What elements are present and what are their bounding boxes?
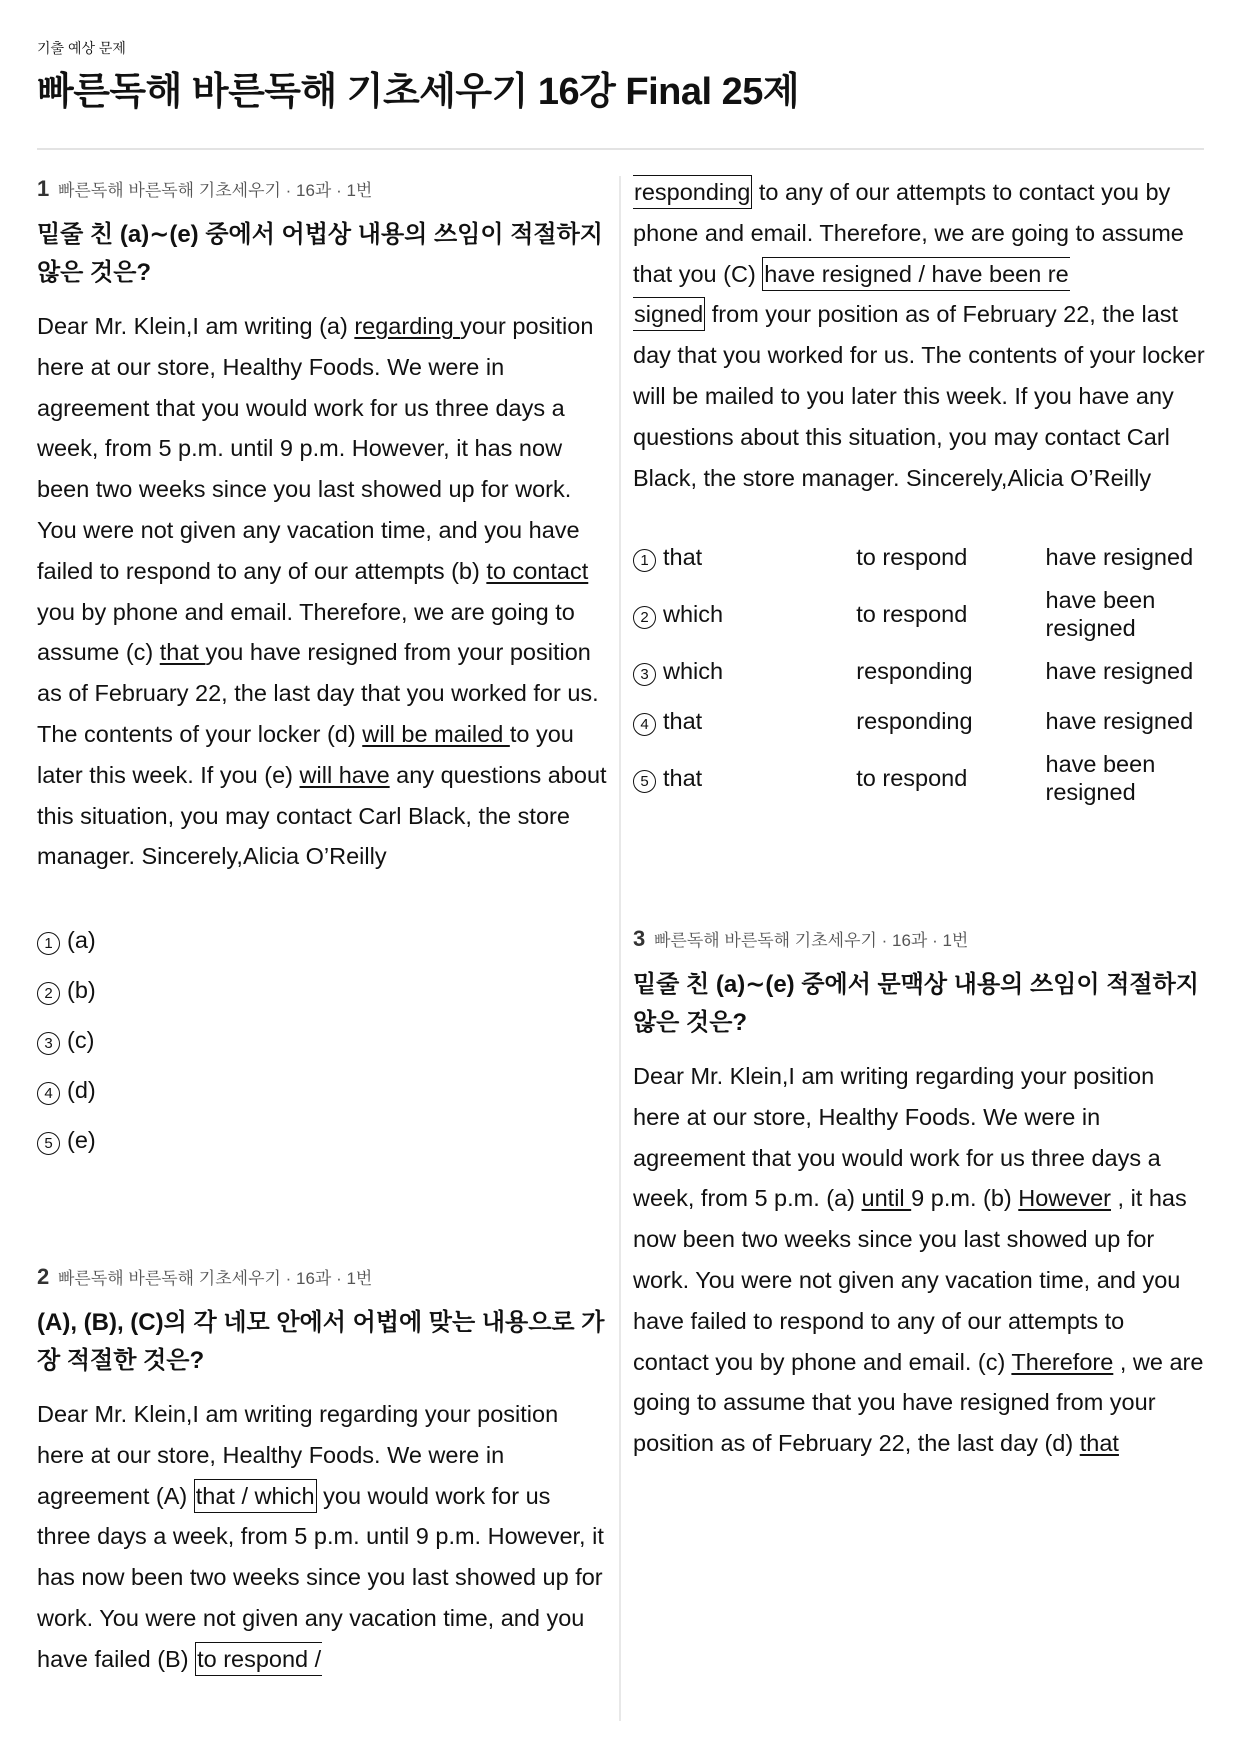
question-source: 빠른독해 바른독해 기초세우기 · 16과 · 1번 (57, 1269, 373, 1288)
question-1 (37, 176, 607, 1165)
passage-text: you by phone and email. Therefore, we are going to assume (c) (37, 598, 575, 666)
question-passage (37, 306, 607, 877)
answer-option-4[interactable] (633, 696, 1205, 746)
answer-options (37, 915, 607, 1165)
option-text: (b) (67, 977, 96, 1004)
option-c: have been resigned (1045, 751, 1156, 806)
page-header (37, 38, 1204, 116)
passage-text: Dear Mr. Klein,I am writing regarding your position here at our store, Healthy Foods. We were in agreement that you would work for us three days a week, from 5 p.m. (a) (633, 1063, 1161, 1212)
circled-number-icon: 1 (633, 549, 656, 572)
option-a: that (663, 707, 703, 734)
answer-option-3[interactable] (633, 646, 1205, 696)
option-a: that (663, 543, 703, 570)
underlined-a: until (861, 1185, 912, 1212)
question-prompt: (A), (B), (C)의 각 네모 안에서 어법에 맞는 내용으로 가장 적절한 것은? (37, 1309, 605, 1374)
answer-option-5[interactable] (633, 746, 1205, 810)
choice-box-b: to respond / (195, 1642, 322, 1676)
question-number: 2 (37, 1264, 50, 1289)
passage-text: to you later this week. If you (e) (37, 720, 574, 788)
option-b: to respond (856, 765, 968, 792)
underlined-c: that (159, 639, 206, 666)
choice-box-c-continued: signed (633, 297, 705, 331)
option-b: responding (856, 708, 973, 735)
option-b: to respond (856, 544, 968, 571)
answer-option-1[interactable] (37, 915, 607, 965)
answer-options-table (633, 532, 1205, 810)
page-title: 빠른독해 바른독해 기초세우기 16강 Final 25제 (37, 71, 800, 113)
circled-number-icon: 2 (37, 982, 60, 1005)
option-text: (c) (67, 1027, 95, 1054)
passage-text: any questions about this situation, you may contact Carl Black, the store manager. Sincerely,Alicia O’Reilly (37, 761, 607, 870)
passage-text: you have resigned from your position as of February 22, the last day that you worked for us. The contents of your locker (d) (37, 639, 599, 747)
option-b: responding (856, 658, 973, 685)
option-c: have resigned (1045, 658, 1194, 685)
question-source: 빠른독해 바른독해 기초세우기 · 16과 · 1번 (653, 931, 969, 950)
answer-option-3[interactable] (37, 1015, 607, 1065)
header-divider (37, 148, 1204, 150)
passage-text: , we are going to assume that you have resigned from your position as of February 22, the last day (d) (633, 1348, 1204, 1457)
column-divider (619, 176, 621, 1721)
underlined-a: regarding (354, 313, 461, 339)
question-number: 1 (37, 176, 50, 201)
answer-option-1[interactable] (633, 532, 1205, 582)
option-text: (a) (67, 927, 96, 954)
question-header (633, 926, 1205, 954)
option-a: which (663, 600, 724, 627)
question-header (37, 1264, 607, 1292)
circled-number-icon: 4 (633, 713, 656, 736)
question-prompt: 밑줄 친 (a)∼(e) 중에서 문맥상 내용의 쓰임이 적절하지 않은 것은? (633, 971, 1199, 1036)
option-a: that (663, 764, 703, 791)
choice-box-b-continued: responding (633, 175, 752, 209)
circled-number-icon: 3 (633, 663, 656, 686)
question-prompt: 밑줄 친 (a)∼(e) 중에서 어법상 내용의 쓰임이 적절하지 않은 것은? (37, 221, 603, 286)
option-c: have been resigned (1045, 587, 1156, 642)
answer-option-4[interactable] (37, 1065, 607, 1115)
option-b: to respond (856, 601, 968, 628)
choice-box-c: have resigned / have been re (762, 257, 1069, 291)
question-number: 3 (633, 926, 646, 951)
circled-number-icon: 2 (633, 606, 656, 629)
option-text: (d) (67, 1077, 96, 1104)
circled-number-icon: 4 (37, 1082, 60, 1105)
question-passage (633, 1056, 1205, 1464)
question-2 (37, 1264, 607, 1680)
underlined-b: However (1018, 1185, 1111, 1212)
passage-text: 9 p.m. (b) (911, 1185, 1019, 1212)
underlined-d: will be mailed (362, 720, 510, 747)
question-passage (37, 1394, 607, 1680)
underlined-e: will have (299, 761, 390, 788)
question-passage-continued (633, 172, 1205, 498)
passage-text: from your position as of February 22, the last day that you worked for us. The contents of your locker will be mailed to you later this week. If you have any questions about this situation, you may contact Carl Black, the store manager. Sincerely,Alicia O’Reilly (633, 301, 1205, 491)
underlined-b: to contact (486, 557, 589, 584)
passage-text: to any of our attempts to contact you by phone and email. Therefore, we are going to assume that you (C) (633, 179, 1184, 287)
underlined-c: Therefore (1011, 1348, 1114, 1375)
option-a: which (663, 657, 724, 684)
passage-text: , it has now been two weeks since you last showed up for work. You were not given any vacation time, and you have failed to respond to any of our attempts to contact you by phone and email. (c) (633, 1185, 1187, 1375)
circled-number-icon: 3 (37, 1032, 60, 1055)
question-source: 빠른독해 바른독해 기초세우기 · 16과 · 1번 (57, 181, 373, 200)
option-c: have resigned (1045, 708, 1194, 735)
choice-box-a: that / which (194, 1479, 317, 1513)
circled-number-icon: 1 (37, 932, 60, 955)
page-kicker: 기출 예상 문제 (37, 40, 126, 56)
underlined-d: that (1079, 1430, 1119, 1457)
question-3 (633, 926, 1205, 1464)
answer-option-2[interactable] (37, 965, 607, 1015)
answer-option-5[interactable] (37, 1115, 607, 1165)
passage-text: your position here at our store, Healthy Foods. We were in agreement that you would work for us three days a week, from 5 p.m. until 9 p.m. However, it has now been two weeks since you last showed up for work. You were not given any vacation time, and you have failed to respond to any of our attempts (b) (37, 313, 594, 584)
option-c: have resigned (1045, 544, 1194, 571)
question-2-continued (633, 172, 1205, 810)
question-header (37, 176, 607, 204)
answer-option-2[interactable] (633, 582, 1205, 646)
passage-text: you would work for us three days a week, from 5 p.m. until 9 p.m. However, it has now been two weeks since you last showed up for work. You were not given any vacation time, and you have failed (B) (37, 1482, 604, 1672)
circled-number-icon: 5 (633, 770, 656, 793)
passage-text: Dear Mr. Klein,I am writing (a) (37, 313, 355, 339)
passage-text: Dear Mr. Klein,I am writing regarding your position here at our store, Healthy Foods. We were in agreement (A) (37, 1401, 559, 1509)
circled-number-icon: 5 (37, 1132, 60, 1155)
option-text: (e) (67, 1127, 96, 1154)
